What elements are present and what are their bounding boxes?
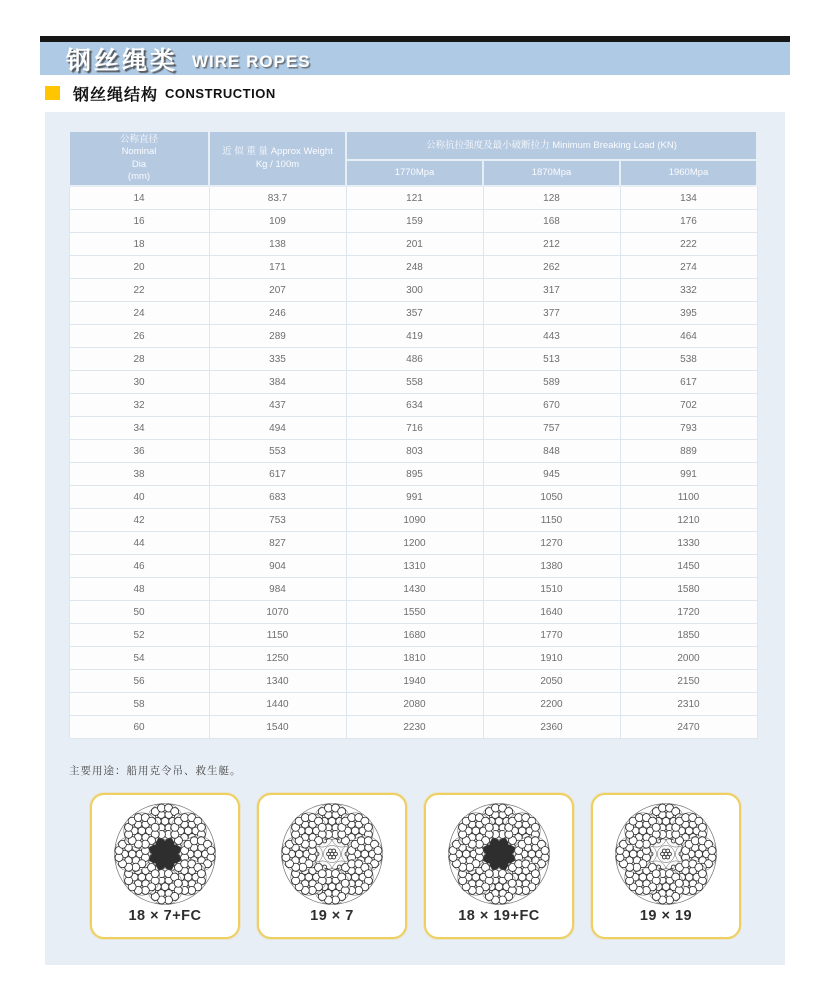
col-header-1870mpa: 1870Mpa (483, 160, 620, 186)
table-cell: 753 (209, 509, 346, 532)
table-cell: 827 (209, 532, 346, 555)
table-cell: 848 (483, 440, 620, 463)
table-cell: 332 (620, 279, 757, 302)
col-header-diameter-unit: (mm) (127, 171, 151, 183)
yellow-bullet-icon (45, 86, 60, 100)
table-cell: 335 (209, 348, 346, 371)
table-row (69, 348, 757, 371)
table-row (69, 670, 757, 693)
table-cell: 617 (620, 371, 757, 394)
rope-construction-label: 19 × 7 (310, 908, 354, 924)
table-cell: 1640 (483, 601, 620, 624)
table-cell: 1770 (483, 624, 620, 647)
title-bar (40, 36, 790, 75)
table-cell: 300 (346, 279, 483, 302)
col-header-weight-line2: Kg / 100m (255, 158, 300, 170)
table-cell: 1250 (209, 647, 346, 670)
table-row (69, 532, 757, 555)
rope-diagram-card (424, 793, 574, 939)
rope-construction-label: 18 × 19+FC (458, 908, 540, 924)
table-row (69, 302, 757, 325)
table-cell: 558 (346, 371, 483, 394)
table-cell: 702 (620, 394, 757, 417)
rope-cross-section-image (108, 800, 222, 908)
table-cell: 803 (346, 440, 483, 463)
rope-diagram-card (591, 793, 741, 939)
table-cell: 1580 (620, 578, 757, 601)
table-cell: 159 (346, 210, 483, 233)
table-cell: 246 (209, 302, 346, 325)
table-cell: 289 (209, 325, 346, 348)
table-cell: 1210 (620, 509, 757, 532)
table-cell: 2150 (620, 670, 757, 693)
table-cell: 716 (346, 417, 483, 440)
table-cell: 248 (346, 256, 483, 279)
table-row (69, 210, 757, 233)
table-cell: 1330 (620, 532, 757, 555)
table-cell: 419 (346, 325, 483, 348)
rope-diagram-row (90, 793, 741, 939)
rope-diagram-card (90, 793, 240, 939)
section-header (45, 84, 276, 102)
table-cell: 384 (209, 371, 346, 394)
table-cell: 357 (346, 302, 483, 325)
table-cell: 670 (483, 394, 620, 417)
table-cell: 48 (69, 578, 209, 601)
table-cell: 38 (69, 463, 209, 486)
table-cell: 20 (69, 256, 209, 279)
table-row (69, 486, 757, 509)
spec-table-header (69, 131, 757, 186)
table-cell: 1150 (209, 624, 346, 647)
table-row (69, 371, 757, 394)
page-title-cn: 钢丝绳类 (66, 46, 179, 75)
table-cell: 32 (69, 394, 209, 417)
table-cell: 83.7 (209, 186, 346, 210)
table-cell: 538 (620, 348, 757, 371)
table-cell: 1850 (620, 624, 757, 647)
table-cell: 683 (209, 486, 346, 509)
table-cell: 109 (209, 210, 346, 233)
table-cell: 889 (620, 440, 757, 463)
table-cell: 168 (483, 210, 620, 233)
table-cell: 30 (69, 371, 209, 394)
table-cell: 513 (483, 348, 620, 371)
table-row (69, 463, 757, 486)
section-title-en: CONSTRUCTION (165, 85, 276, 101)
table-cell: 24 (69, 302, 209, 325)
table-row (69, 578, 757, 601)
table-cell: 138 (209, 233, 346, 256)
col-header-diameter-en2: Dia (131, 158, 147, 170)
table-row (69, 279, 757, 302)
table-cell: 1090 (346, 509, 483, 532)
table-cell: 56 (69, 670, 209, 693)
table-cell: 134 (620, 186, 757, 210)
table-cell: 589 (483, 371, 620, 394)
rope-cross-section-image (275, 800, 389, 908)
col-header-weight (209, 131, 346, 186)
table-cell: 36 (69, 440, 209, 463)
table-cell: 317 (483, 279, 620, 302)
table-cell: 2360 (483, 716, 620, 739)
rope-cross-section-image (609, 800, 723, 908)
table-cell: 54 (69, 647, 209, 670)
col-header-1960mpa: 1960Mpa (620, 160, 757, 186)
table-cell: 793 (620, 417, 757, 440)
table-cell: 1430 (346, 578, 483, 601)
table-row (69, 601, 757, 624)
table-cell: 1440 (209, 693, 346, 716)
table-cell: 437 (209, 394, 346, 417)
table-cell: 1200 (346, 532, 483, 555)
table-row (69, 394, 757, 417)
col-header-breaking-load: 公称抗拉强度及最小破断拉力 Minimum Breaking Load (KN) (346, 131, 757, 160)
table-cell: 222 (620, 233, 757, 256)
table-row (69, 624, 757, 647)
table-cell: 1540 (209, 716, 346, 739)
table-cell: 58 (69, 693, 209, 716)
section-title-cn: 钢丝绳结构 (73, 86, 159, 104)
table-row (69, 325, 757, 348)
table-cell: 2000 (620, 647, 757, 670)
table-cell: 991 (620, 463, 757, 486)
table-cell: 1720 (620, 601, 757, 624)
table-cell: 2200 (483, 693, 620, 716)
table-cell: 2050 (483, 670, 620, 693)
table-row (69, 440, 757, 463)
table-row (69, 186, 757, 210)
table-cell: 443 (483, 325, 620, 348)
table-cell: 2080 (346, 693, 483, 716)
table-cell: 2310 (620, 693, 757, 716)
table-cell: 26 (69, 325, 209, 348)
table-cell: 207 (209, 279, 346, 302)
table-cell: 1680 (346, 624, 483, 647)
table-cell: 1380 (483, 555, 620, 578)
table-cell: 1810 (346, 647, 483, 670)
table-cell: 262 (483, 256, 620, 279)
spec-table-body (69, 186, 757, 739)
table-cell: 40 (69, 486, 209, 509)
table-cell: 1050 (483, 486, 620, 509)
table-cell: 50 (69, 601, 209, 624)
table-cell: 904 (209, 555, 346, 578)
table-cell: 634 (346, 394, 483, 417)
table-cell: 1310 (346, 555, 483, 578)
table-cell: 757 (483, 417, 620, 440)
table-cell: 28 (69, 348, 209, 371)
table-cell: 44 (69, 532, 209, 555)
table-cell: 1550 (346, 601, 483, 624)
table-cell: 1270 (483, 532, 620, 555)
table-cell: 121 (346, 186, 483, 210)
rope-construction-label: 19 × 19 (639, 908, 693, 924)
col-header-diameter-cn: 公称直径 (119, 134, 158, 145)
spec-table (68, 130, 758, 739)
table-cell: 395 (620, 302, 757, 325)
table-cell: 617 (209, 463, 346, 486)
table-row (69, 555, 757, 578)
table-cell: 212 (483, 233, 620, 256)
table-cell: 14 (69, 186, 209, 210)
table-row (69, 233, 757, 256)
table-row (69, 716, 757, 739)
table-cell: 486 (346, 348, 483, 371)
table-cell: 2230 (346, 716, 483, 739)
content-panel (45, 112, 785, 965)
table-cell: 895 (346, 463, 483, 486)
rope-diagram-card (257, 793, 407, 939)
table-row (69, 693, 757, 716)
table-cell: 52 (69, 624, 209, 647)
table-row (69, 256, 757, 279)
table-row (69, 509, 757, 532)
table-cell: 1150 (483, 509, 620, 532)
table-cell: 18 (69, 233, 209, 256)
table-cell: 60 (69, 716, 209, 739)
table-cell: 274 (620, 256, 757, 279)
table-cell: 2470 (620, 716, 757, 739)
table-cell: 1910 (483, 647, 620, 670)
table-cell: 176 (620, 210, 757, 233)
table-cell: 1340 (209, 670, 346, 693)
rope-cross-section-image (442, 800, 556, 908)
table-cell: 945 (483, 463, 620, 486)
col-header-weight-line1: 近 似 重 量 Approx Weight (222, 146, 333, 158)
table-cell: 494 (209, 417, 346, 440)
table-cell: 171 (209, 256, 346, 279)
col-header-diameter-en1: Nominal (121, 146, 157, 158)
table-cell: 991 (346, 486, 483, 509)
table-cell: 1450 (620, 555, 757, 578)
table-cell: 553 (209, 440, 346, 463)
table-cell: 22 (69, 279, 209, 302)
table-row (69, 417, 757, 440)
table-cell: 128 (483, 186, 620, 210)
table-cell: 42 (69, 509, 209, 532)
col-header-1770mpa: 1770Mpa (346, 160, 483, 186)
title-band (40, 42, 790, 75)
table-cell: 1940 (346, 670, 483, 693)
table-cell: 46 (69, 555, 209, 578)
table-cell: 984 (209, 578, 346, 601)
table-cell: 377 (483, 302, 620, 325)
table-cell: 464 (620, 325, 757, 348)
table-cell: 34 (69, 417, 209, 440)
usage-note: 主要用途：船用克令吊、救生艇。 (69, 765, 242, 777)
table-row (69, 647, 757, 670)
table-cell: 1070 (209, 601, 346, 624)
rope-construction-label: 18 × 7+FC (128, 908, 202, 924)
table-cell: 1100 (620, 486, 757, 509)
table-cell: 201 (346, 233, 483, 256)
table-cell: 16 (69, 210, 209, 233)
table-cell: 1510 (483, 578, 620, 601)
page-title-en: WIRE ROPES (192, 52, 311, 71)
col-header-diameter (69, 131, 209, 186)
